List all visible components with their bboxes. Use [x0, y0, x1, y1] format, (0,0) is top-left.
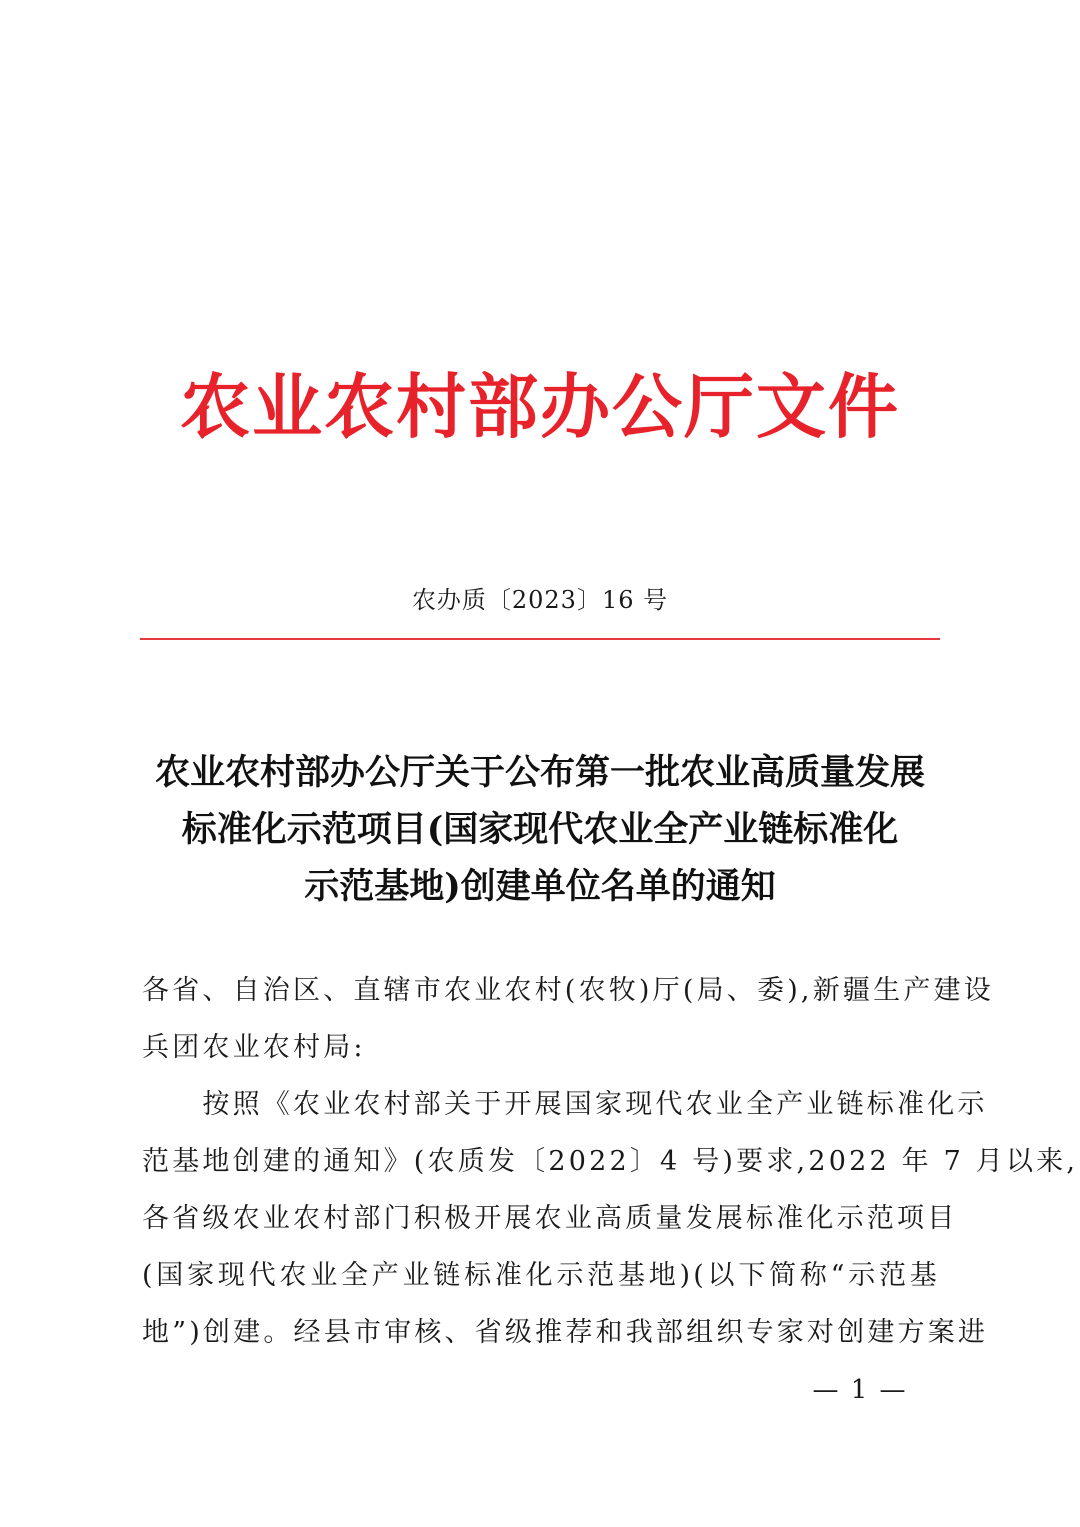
- paragraph-line: (国家现代农业全产业链标准化示范基地)(以下简称“示范基: [142, 1260, 940, 1291]
- paragraph-line: 地”)创建。经县市审核、省级推荐和我部组织专家对创建方案进: [142, 1317, 989, 1348]
- notice-title: [110, 744, 970, 915]
- paragraph-line: 范基地创建的通知》(农质发〔2022〕4 号)要求,2022 年 7 月以来,: [142, 1146, 1079, 1177]
- masthead-title: 农业农村部办公厅文件: [180, 365, 900, 448]
- paragraph-line: 按照《农业农村部关于开展国家现代农业全产业链标准化示: [142, 1089, 988, 1120]
- title-line: 标准化示范项目(国家现代农业全产业链标准化: [181, 809, 899, 850]
- red-divider-line: [140, 638, 940, 640]
- page-number: — 1 —: [812, 1375, 908, 1405]
- title-line: 农业农村部办公厅关于公布第一批农业高质量发展: [154, 752, 925, 793]
- document-number: 农办质〔2023〕16 号: [411, 586, 669, 614]
- salutation-line: 各省、自治区、直辖市农业农村(农牧)厅(局、委),新疆生产建设: [142, 975, 994, 1006]
- body-text: [142, 962, 1079, 1361]
- paragraph-line: 各省级农业农村部门积极开展农业高质量发展标准化示范项目: [142, 1203, 958, 1234]
- salutation-line: 兵团农业农村局:: [142, 1032, 366, 1063]
- title-line: 示范基地)创建单位名单的通知: [304, 866, 776, 907]
